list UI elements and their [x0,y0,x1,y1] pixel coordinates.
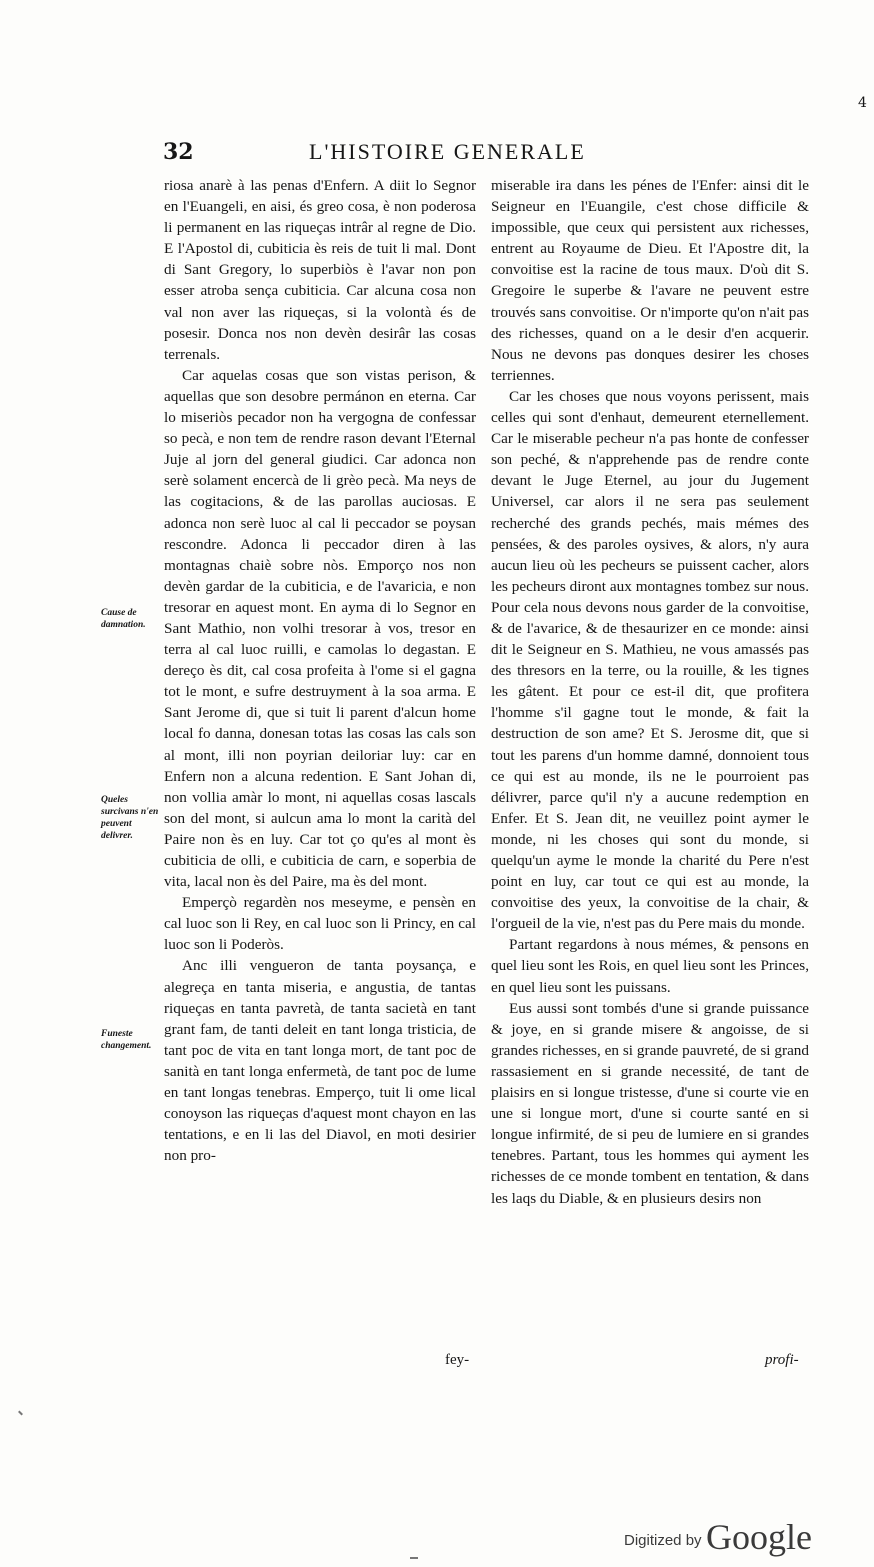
french-paragraph: miserable ira dans les pénes de l'Enfer: ainsi dit le Seigneur en l'Euangile, c'est chose difficile & impossible, que ceux qui persistent aux richesses, entrent au Royaume de Dieu. Et l'Apostre dit, la convoitise est la racine de tous maux. D'où dit S. Gregoire le superbe & l'avare ne peuvent estre trouvés sans convoitise. Or n'importe qu'on n'ait pas des richesses, quand on a le desir d'en acquerir. Nous ne devons pas donques desirer les choses terriennes. [491,177,809,384]
scan-speck [410,1557,418,1559]
occitan-column [164,175,476,1350]
digitized-label: Digitized by [624,1532,702,1549]
french-column [491,175,809,1350]
google-logo: Google [706,1517,812,1557]
margin-note-cause: Cause de damnation. [101,608,146,630]
left-catchword: fey- [445,1352,470,1368]
corner-mark: 4 [858,95,867,111]
google-watermark [624,1516,812,1558]
french-paragraph: Partant regardons à nous mémes, & pensons en quel lieu sont les Rois, en quel lieu sont les Princes, en quel lieu sont les puissans. [491,936,809,996]
right-catchword: profi- [765,1352,799,1368]
occitan-paragraph: Emperçò regardèn nos meseyme, e pensèn en cal luoc son li Rey, en cal luoc son li Princy, en cal luoc son li Poderòs. [164,894,476,954]
occitan-paragraph: Anc illi vengueron de tanta poysança, e alegreça en tanta miseria, e angustia, de tantas riqueças en tanta pavretà, de tanta sacietà en tant grant fam, de tanti deleit en tant longa tristicia, de tant poc de vita en tant longa mort, de tant poc de sanità en tant longa enfermetà, de tant poc de lume en tant longas tenebras. Emperço, tuit li ome lical conoyson las riqueças d'aquest mont chayon en las tentations, e en li las del Diavol, en moti desirier non pro- [164,957,476,1165]
margin-note-survivors: Queles surcivans n'en peuvent delivrer. [101,795,159,841]
scan-speck [18,1411,23,1416]
margin-note-change: Funeste changement. [101,1029,152,1051]
occitan-paragraph: riosa anarè à las penas d'Enfern. A diit lo Segnor en l'Euangeli, en aisi, és greo cosa, è non poderosa li permanent en las riqueças intrâr al regne de Dio. E l'Apostol di, cubiticia ès reis de tuit li mal. Dont di Sant Gregory, lo superbiòs è l'avar non pon esser atroba sença cubiticia. Car alcuna cosa non val non aver las riqueças, si la volontà és de posesir. Donca nos non devèn desirâr las cosas terrenals. [164,177,476,363]
french-paragraph: Car les choses que nous voyons perissent, mais celles qui sont d'enhaut, demeurent eternellement. Car le miserable pecheur n'a pas honte de confesser son peché, & n'apprehende pas de rendre conte devant le Juge Eternel, au jour du Jugement Universel, car alors il ne sera pas seulement recherché des grands pechés, mais mémes des pensées, & des paroles oysives, & alors, n'y aura aucun lieu où les pecheurs se puissent cacher, alors les pecheurs diront aux montagnes tombez sur nous. Pour cela nous devons nous garder de la convoitise, & de l'avarice, & de thesaurizer en ce monde: ainsi dit le Seigneur en S. Mathieu, ne vous amassés pas des thresors en la terre, ou la rouille, & les tignes les gâtent. Et pour ce est-il dit, que profitera l'homme s'il gagne tout le monde, & fait la destruction de son ame? Et S. Jerosme dit, que si tout les parens d'un homme damné, donnoient tous ce qui est au monde, ils ne le pourroient pas délivrer, parce qu'il n'y a aucune redemption en Enfer. Et S. Jean dit, ne veuillez point aymer le monde, ni les choses qui sont du monde, si quelqu'un ayme le monde la charité du Pere n'est point en luy, car tout ce qui est au monde, la convoitise des yeux, la convoitise de la chair, & l'orgueil de la vie, n'est pas du Pere mais du monde. [491,387,809,933]
page-number: 32 [163,139,194,165]
page-header [163,139,653,171]
occitan-paragraph: Car aquelas cosas que son vistas perison, & aquellas que son desobre permánon en eterna. Car lo miseriòs pecador non ha vergogna de confessar so pecà, e non tem de rendre rason devant l'Eternal Juje al jorn del general giudici. Car adonca non serè solament encercà de li grèo pecà. Ma neys de las cogitacions, & de las parollas auciosas. E adonca non serè luoc al cal li peccador se poysan rescondre. Adonca li peccador diren à las montagnas chaiè sobre nòs. Emporço nos non devèn gardar de la cubiticia, e de l'avaricia, e non tresorar en aquest mont. En ayma di lo Segnor en Sant Mathio, non volhi tresorar à vos, tresor en terra al cal luoc ruilli, e camolas lo degastan. E dereço ès dit, cal cosa profeita à l'ome si el gagna tot le mont, e sufre destruyment à la soa arma. E Sant Jerome di, que si tuit li parent d'alcun home local fo danna, donesan totas las cosas las cals son al mont, illi non poyrian deiloriar luy: car en Enfern non a alcuna redention. E Sant Johan di, non vollia amàr lo mont, ni aquellas cosas lascals son del mont, si aulcun ama lo mont la carità del Paire non ès en luy. Car tot ço qu'es al mont ès cubiticia de olli, e cubiticia de carn, e soperbia de vita, lacal non ès del Paire, ma ès del mont. [164,366,476,891]
french-paragraph: Eus aussi sont tombés d'une si grande puissance & joye, en si grande misere & angoisse, de si grandes richesses, en si grande pauvreté, de si grand rassasiement en si grande necessité, de tant de plaisirs en si longue tristesse, d'une si courte vie en une si longue mort, d'une si courte santé en si longue infirmité, de si peu de lumiere en si grandes tenebres. Partant, tous les hommes qui ayment les richesses de ce monde tombent en tentation, & dans les laqs du Diable, & en plusieurs desirs non [491,999,809,1207]
running-title: L'HISTOIRE GENERALE [309,139,586,164]
